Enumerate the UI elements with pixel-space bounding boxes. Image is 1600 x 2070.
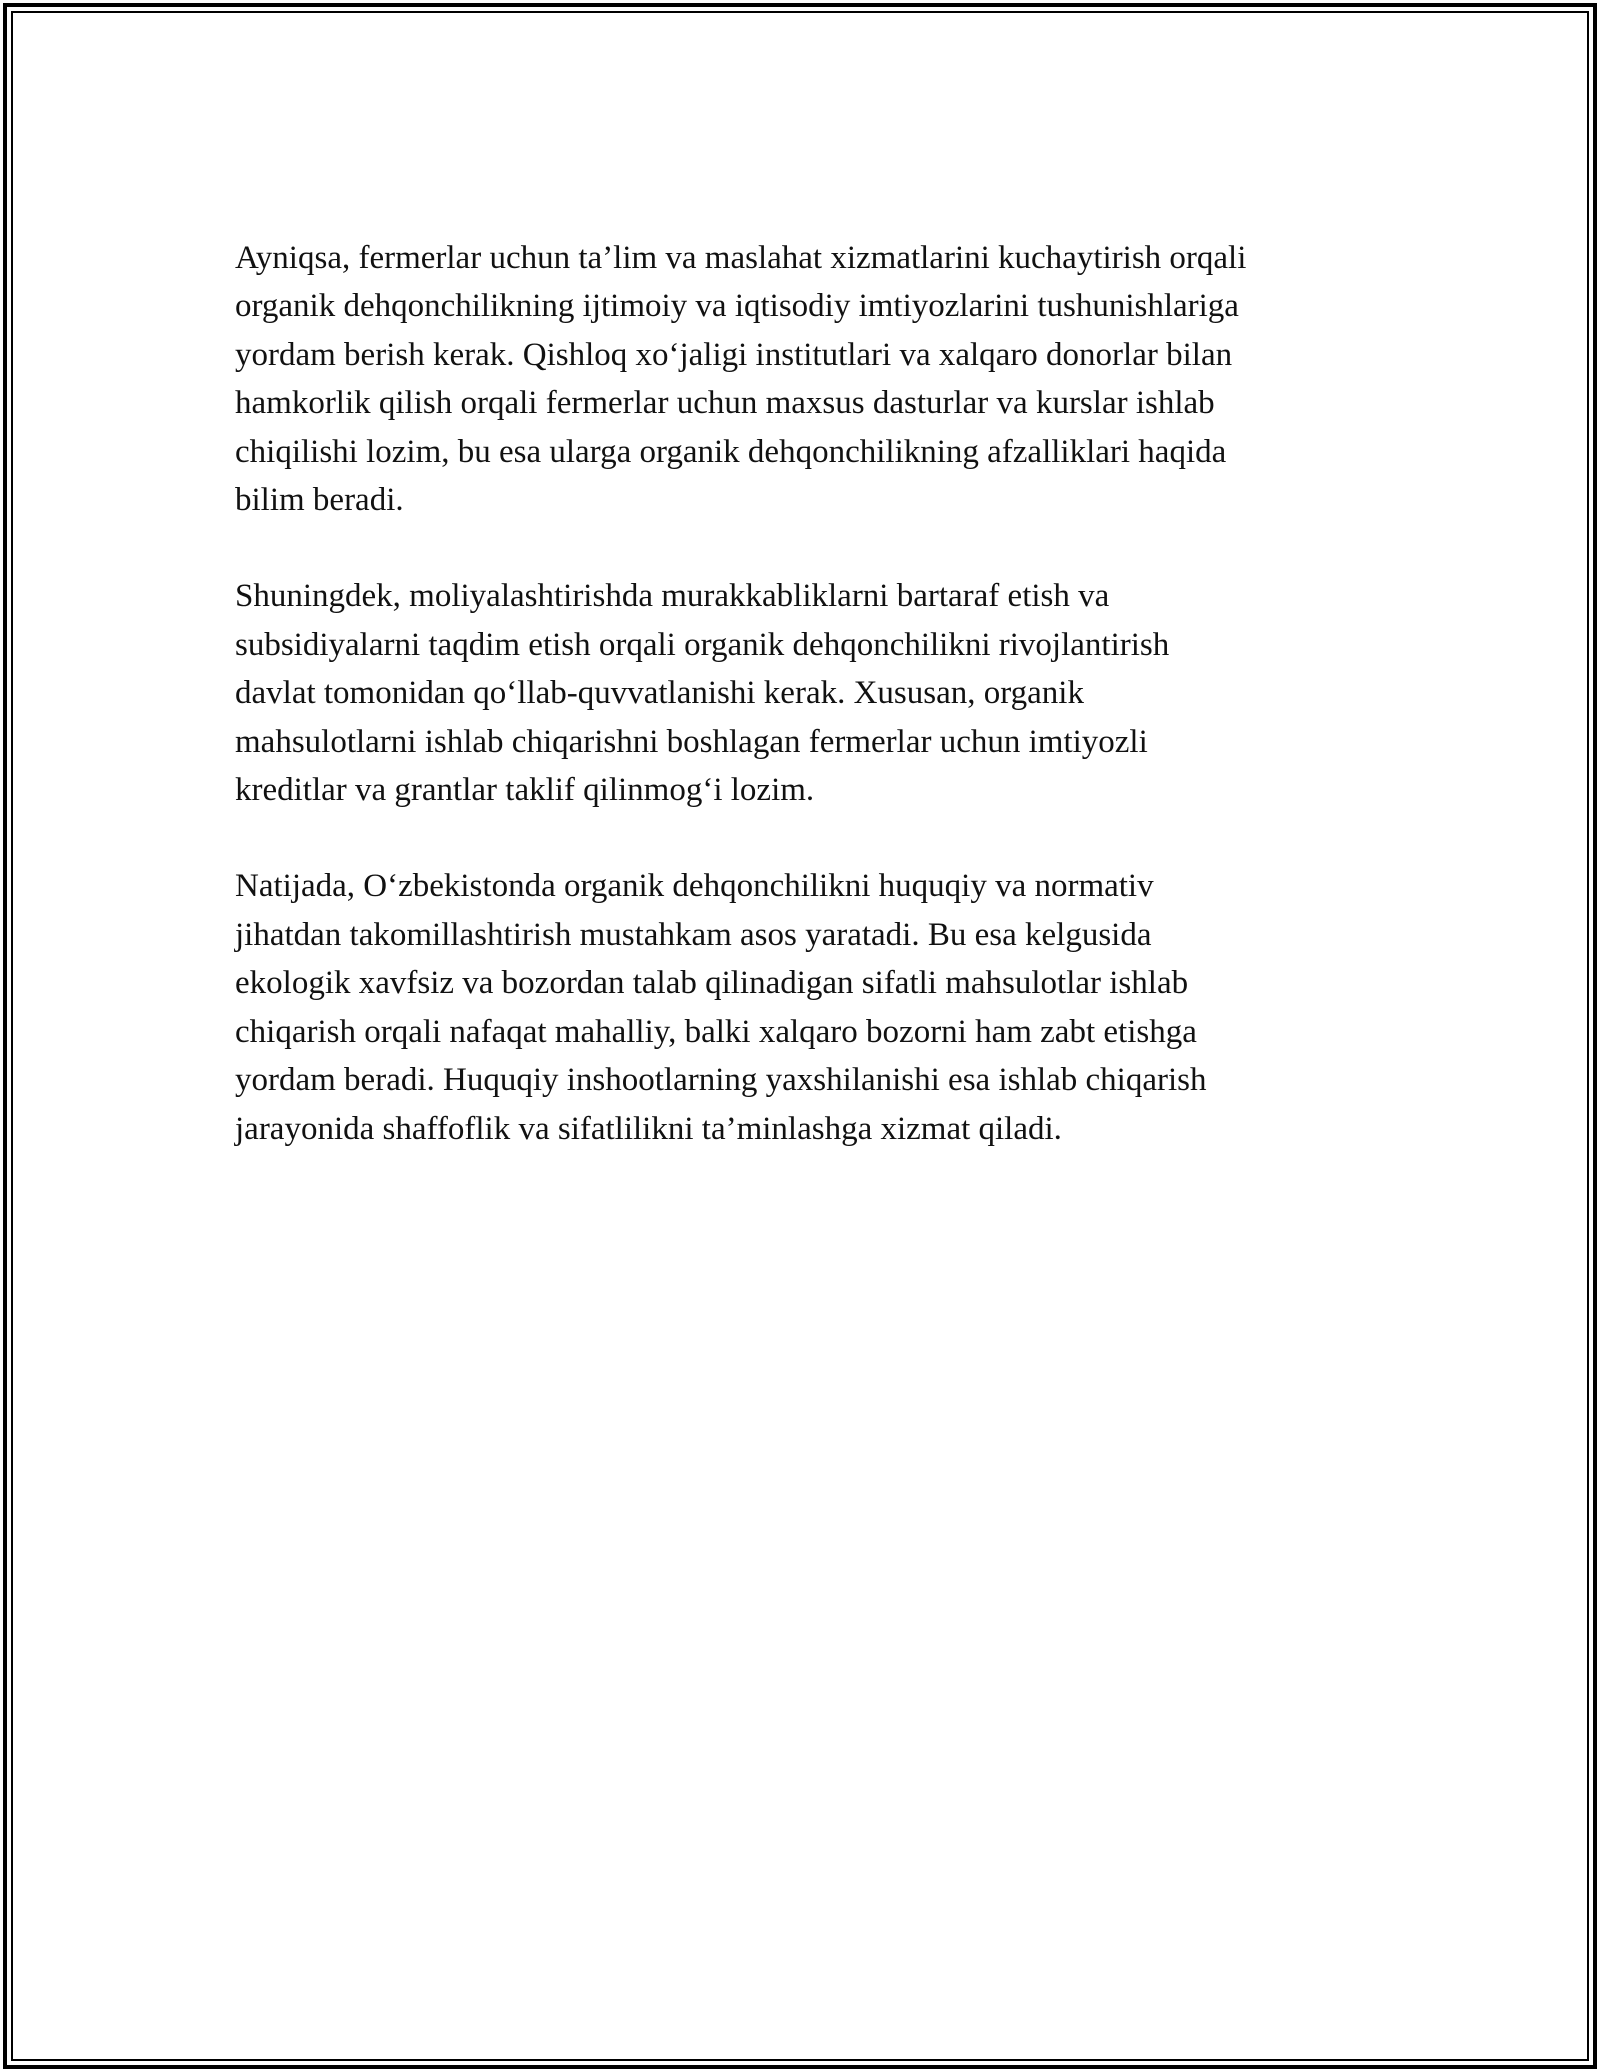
text-line: Shuningdek, moliyalashtirishda murakkabliklarni bartaraf etish va <box>235 578 1110 615</box>
text-line: Natijada, O‘zbekistonda organik dehqonchilikni huquqiy va normativ <box>235 868 1154 905</box>
text-line: jarayonida shaffoflik va sifatlilikni ta’minlashga xizmat qiladi. <box>235 1110 1062 1147</box>
text-line: mahsulotlarni ishlab chiqarishni boshlagan fermerlar uchun imtiyozli <box>235 723 1148 760</box>
text-line: organik dehqonchilikning ijtimoiy va iqtisodiy imtiyozlarini tushunishlariga <box>235 288 1239 325</box>
text-line: Ayniqsa, fermerlar uchun ta’lim va maslahat xizmatlarini kuchaytirish orqali <box>235 240 1247 276</box>
text-line: yordam berish kerak. Qishloq xo‘jaligi institutlari va xalqaro donorlar bilan <box>235 336 1233 373</box>
paragraph-1 <box>235 234 1375 524</box>
text-line: kreditlar va grantlar taklif qilinmog‘i lozim. <box>235 772 815 809</box>
text-line: jihatdan takomillashtirish mustahkam asos yaratadi. Bu esa kelgusida <box>235 916 1152 953</box>
document-body <box>235 234 1375 1201</box>
text-line: bilim beradi. <box>235 482 404 519</box>
text-line: chiqilishi lozim, bu esa ularga organik dehqonchilikning afzalliklari haqida <box>235 433 1227 470</box>
text-line: subsidiyalarni taqdim etish orqali organik dehqonchilikni rivojlantirish <box>235 626 1170 663</box>
text-line: davlat tomonidan qo‘llab-quvvatlanishi kerak. Xususan, organik <box>235 675 1084 712</box>
text-line: chiqarish orqali nafaqat mahalliy, balki xalqaro bozorni ham zabt etishga <box>235 1013 1197 1050</box>
paragraph-2 <box>235 572 1375 814</box>
text-line: yordam beradi. Huquqiy inshootlarning yaxshilanishi esa ishlab chiqarish <box>235 1062 1207 1099</box>
paragraph-3 <box>235 862 1375 1152</box>
text-line: hamkorlik qilish orqali fermerlar uchun maxsus dasturlar va kurslar ishlab <box>235 385 1215 422</box>
text-line: ekologik xavfsiz va bozordan talab qilinadigan sifatli mahsulotlar ishlab <box>235 965 1189 1002</box>
